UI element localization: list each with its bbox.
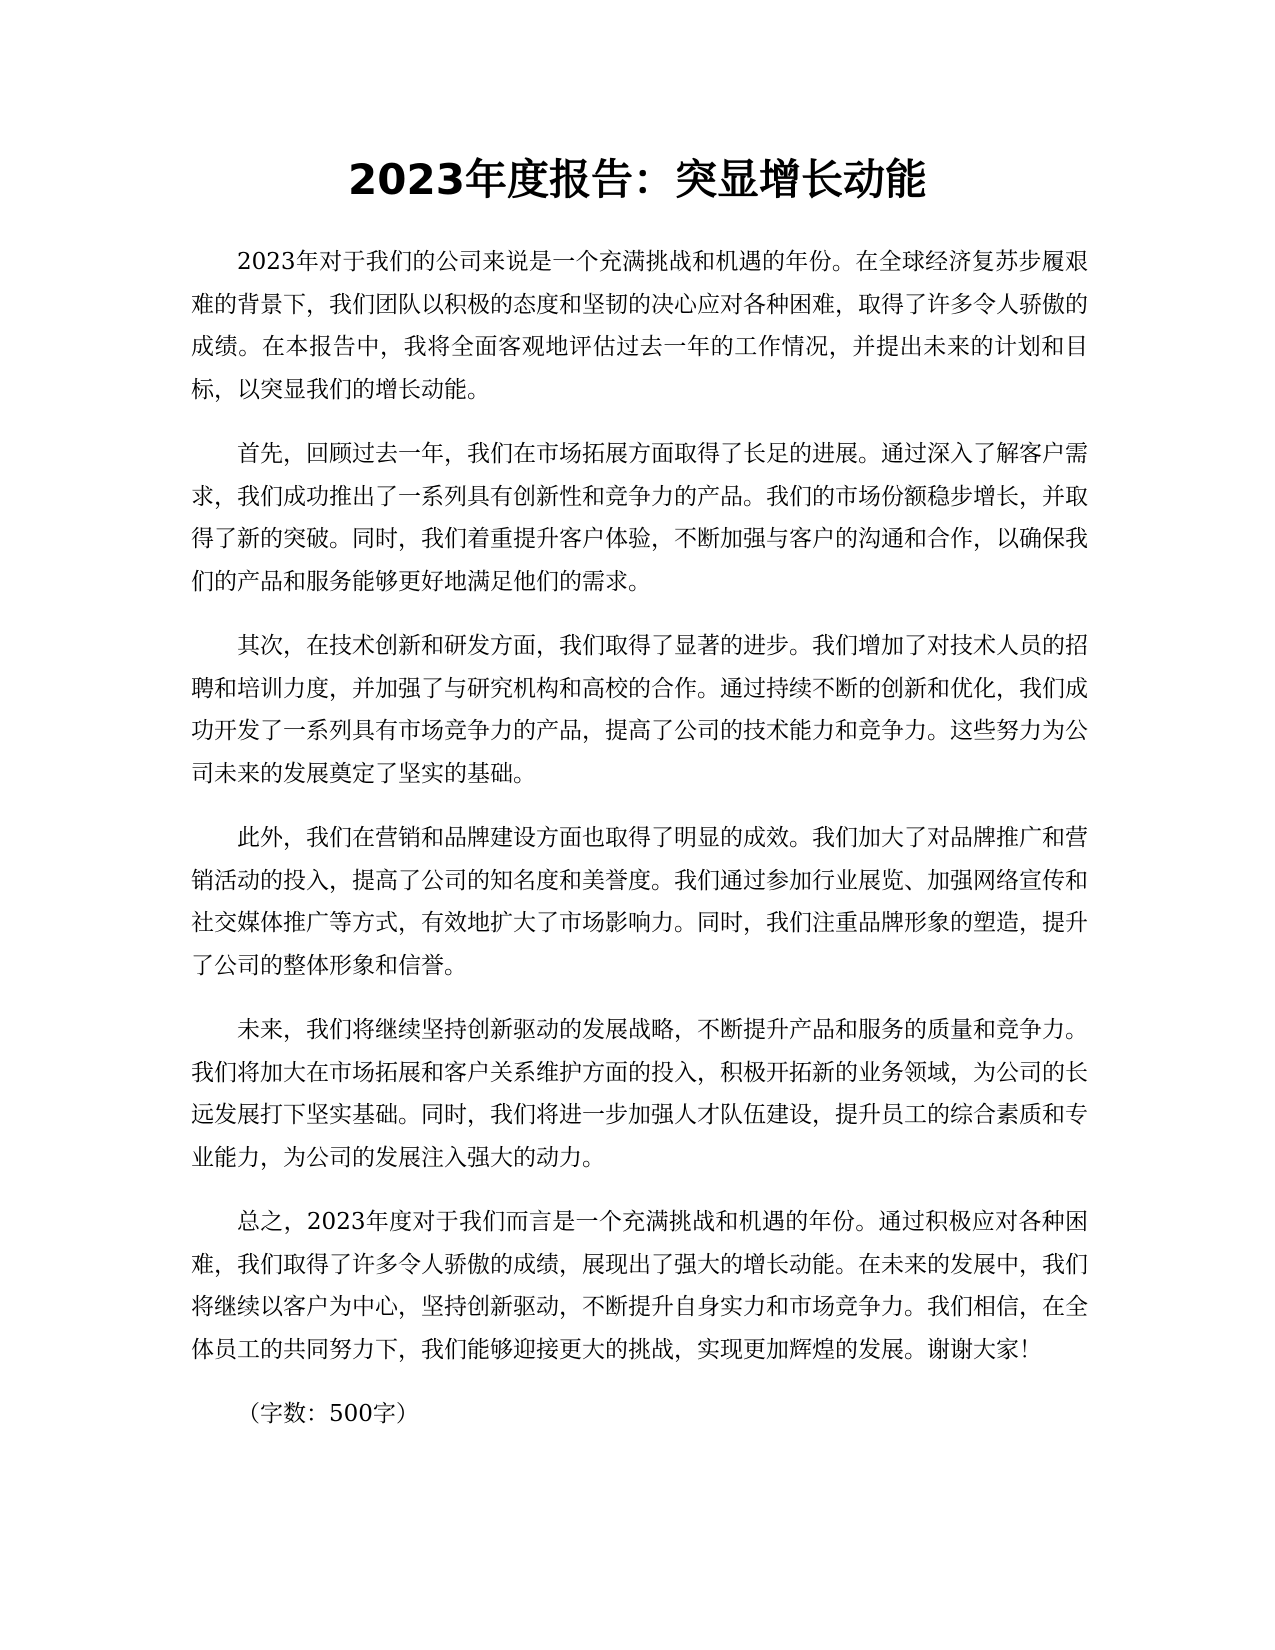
paragraph-intro: 2023年对于我们的公司来说是一个充满挑战和机遇的年份。在全球经济复苏步履艰难的背景下，我们团队以积极的态度和坚韧的决心应对各种困难，取得了许多令人骄傲的成绩。在本报告中，我将全面客观地评估过去一年的工作情况，并提出未来的计划和目标，以突显我们的增长动能。 bbox=[191, 249, 1088, 403]
paragraph-conclusion: 总之，2023年度对于我们而言是一个充满挑战和机遇的年份。通过积极应对各种困难，我们取得了许多令人骄傲的成绩，展现出了强大的增长动能。在未来的发展中，我们将继续以客户为中心，坚持创新驱动，不断提升自身实力和市场竞争力。我们相信，在全体员工的共同努力下，我们能够迎接更大的挑战，实现更加辉煌的发展。谢谢大家！ bbox=[191, 1209, 1088, 1363]
paragraph-market-expansion: 首先，回顾过去一年，我们在市场拓展方面取得了长足的进展。通过深入了解客户需求，我们成功推出了一系列具有创新性和竞争力的产品。我们的市场份额稳步增长，并取得了新的突破。同时，我们着重提升客户体验，不断加强与客户的沟通和合作，以确保我们的产品和服务能够更好地满足他们的需求。 bbox=[191, 441, 1088, 595]
document-title: 2023年度报告：突显增长动能 bbox=[348, 155, 927, 204]
document-body bbox=[191, 241, 1088, 1436]
paragraph-tech-innovation: 其次，在技术创新和研发方面，我们取得了显著的进步。我们增加了对技术人员的招聘和培训力度，并加强了与研究机构和高校的合作。通过持续不断的创新和优化，我们成功开发了一系列具有市场竞争力的产品，提高了公司的技术能力和竞争力。这些努力为公司未来的发展奠定了坚实的基础。 bbox=[191, 633, 1088, 787]
word-count-note: （字数：500字） bbox=[237, 1401, 419, 1427]
paragraph-future-plans: 未来，我们将继续坚持创新驱动的发展战略，不断提升产品和服务的质量和竞争力。我们将加大在市场拓展和客户关系维护方面的投入，积极开拓新的业务领域，为公司的长远发展打下坚实基础。同时，我们将进一步加强人才队伍建设，提升员工的综合素质和专业能力，为公司的发展注入强大的动力。 bbox=[191, 1017, 1088, 1171]
paragraph-marketing-brand: 此外，我们在营销和品牌建设方面也取得了明显的成效。我们加大了对品牌推广和营销活动的投入，提高了公司的知名度和美誉度。我们通过参加行业展览、加强网络宣传和社交媒体推广等方式，有效地扩大了市场影响力。同时，我们注重品牌形象的塑造，提升了公司的整体形象和信誉。 bbox=[191, 825, 1088, 979]
